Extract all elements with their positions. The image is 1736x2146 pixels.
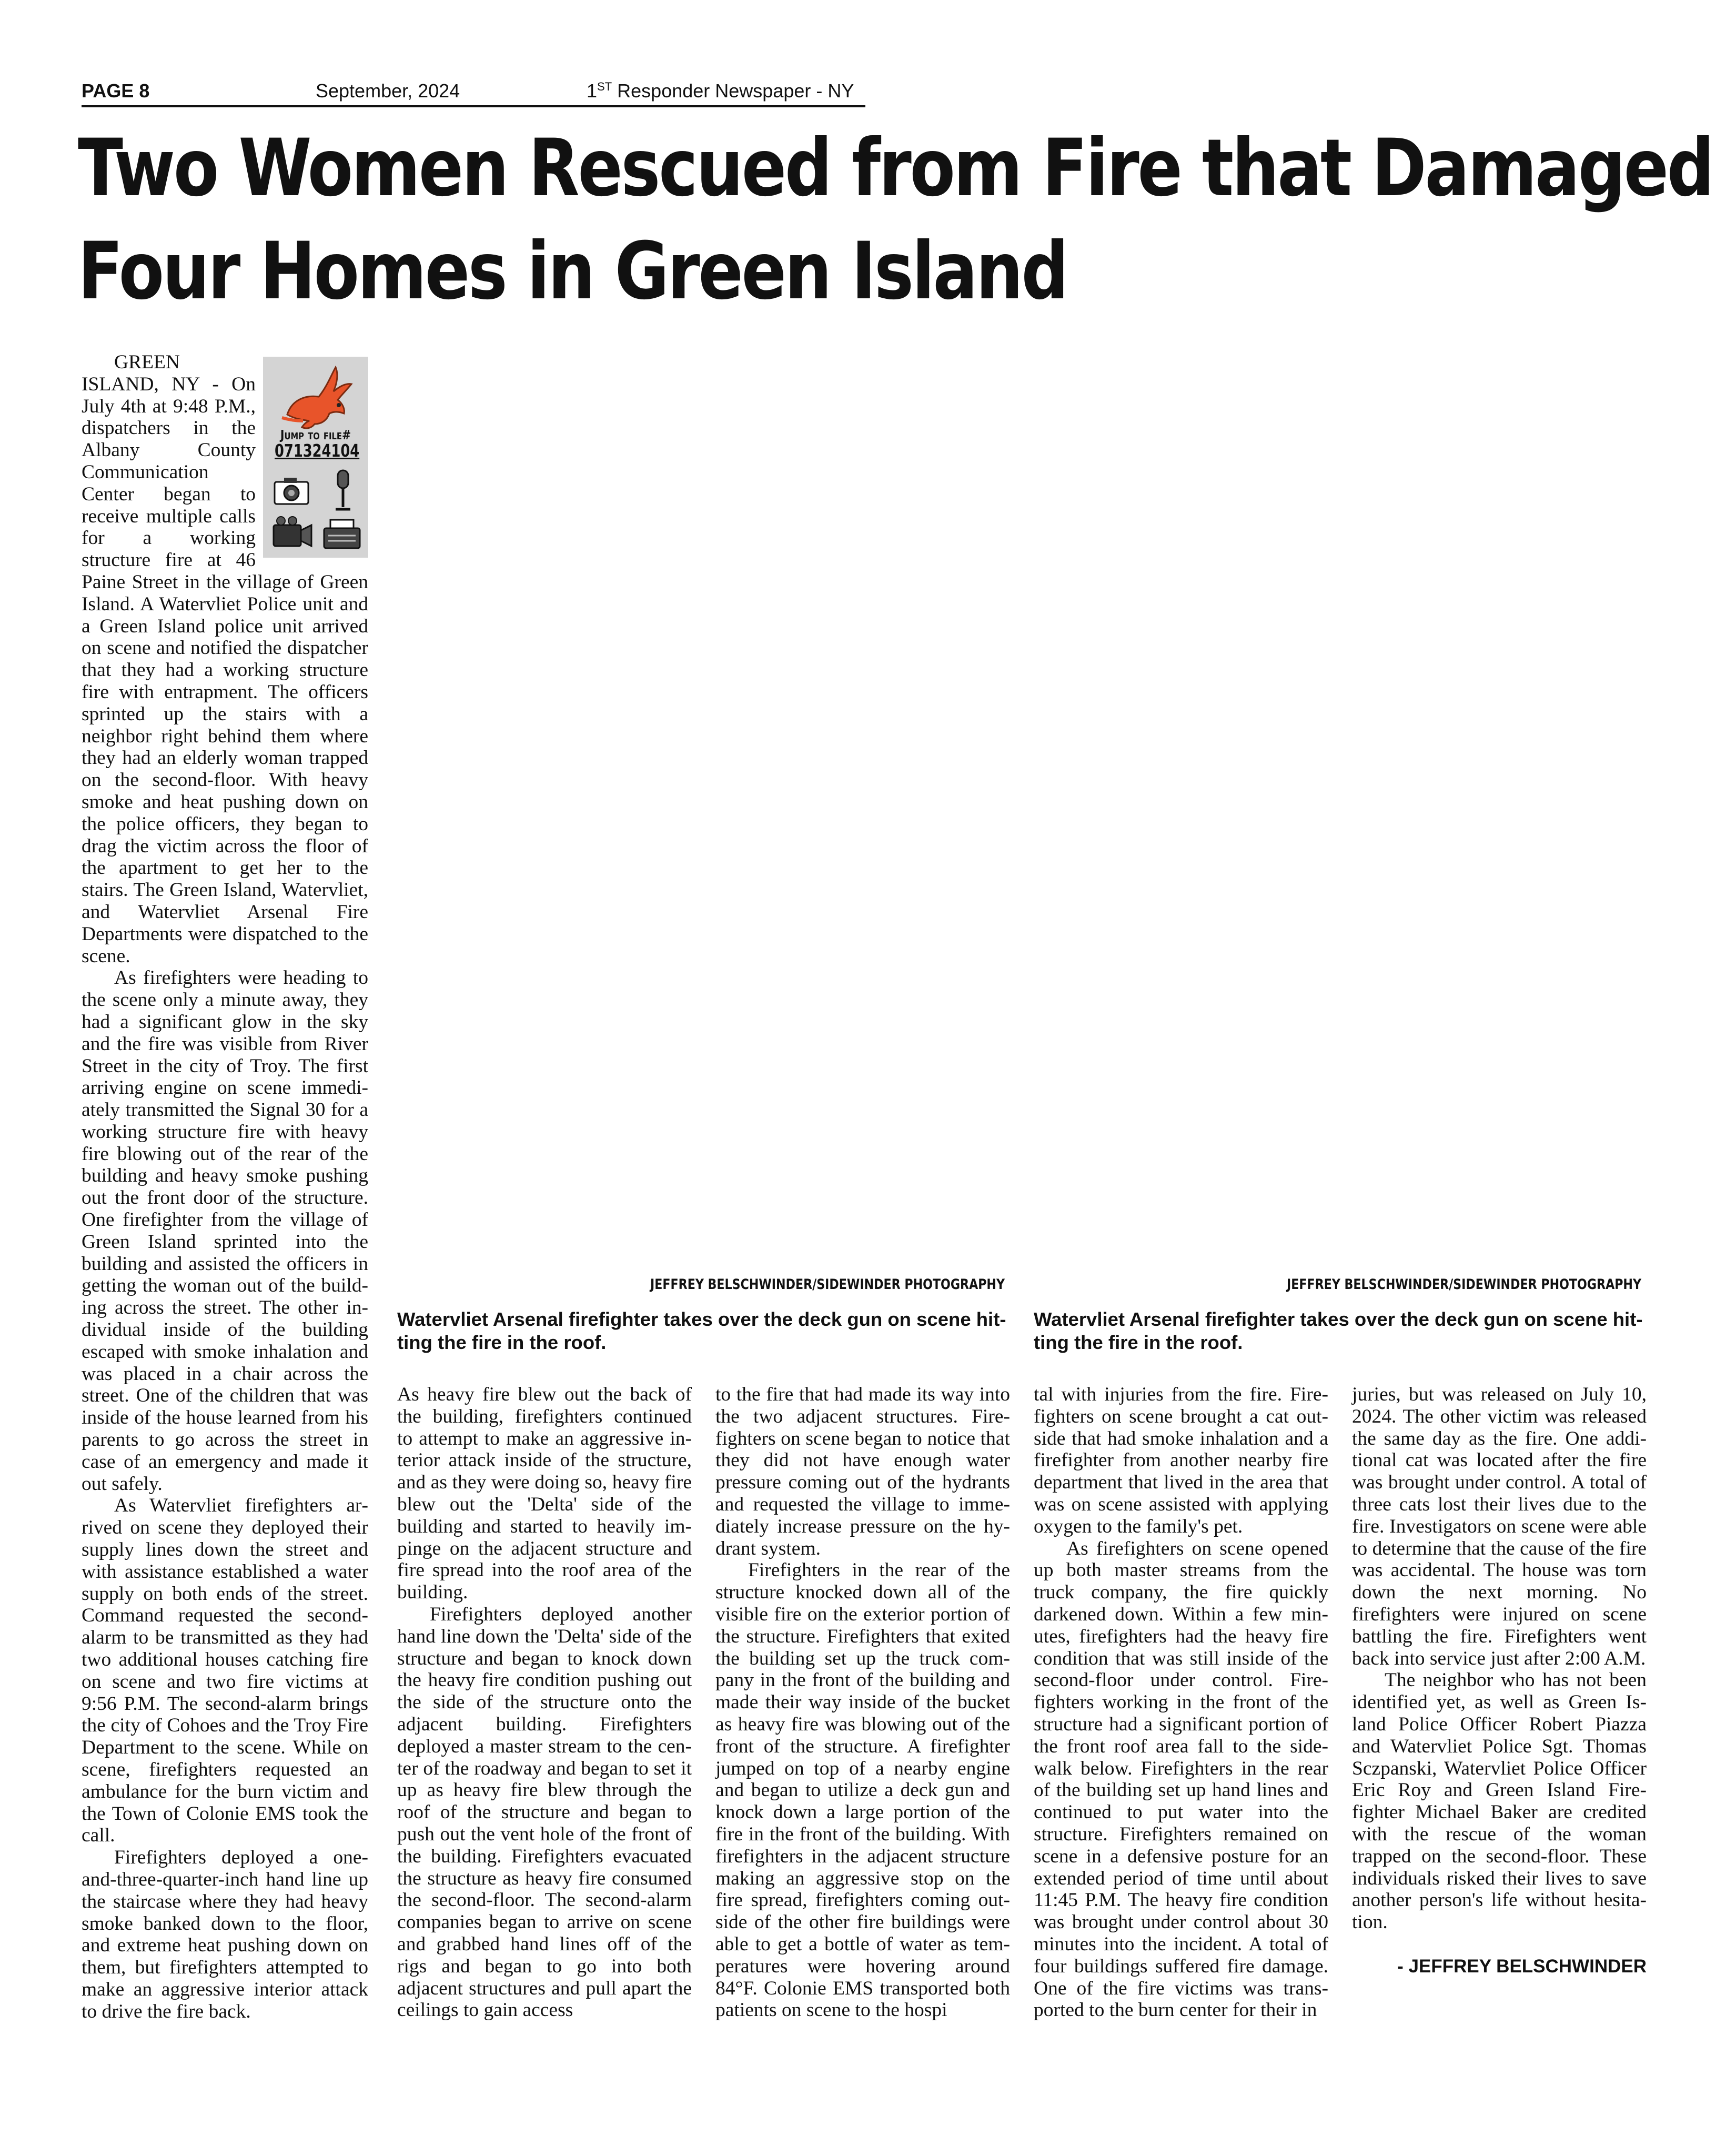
headline-line-2: Four Homes in Green Island	[78, 226, 1067, 317]
article-column-5	[1352, 1384, 1647, 1978]
photo-caption: Watervliet Arsenal firefighter takes over the deck gun on scene hit-ting the fire in the roof.	[397, 1308, 1006, 1353]
article-paragraph: As heavy fire blew out the back of the building, firefighters continued to attempt to make an aggressive interior attack inside of the structure, and as they were doing so, heavy fire blew out the 'Delta' side of the building and started to heavily impinge on the adjacent structure and fire spread into the roof area of the building.	[397, 1384, 692, 1604]
publication-name	[587, 80, 854, 102]
article-paragraph: GREEN ISLAND, NY - On July 4th at 9:48 P.M., dispatchers in the Albany County Communication Center began to receive multiple calls for a working structure fire at 46 Paine Street in the village of Green Island. A Watervliet Police unit and a Green Island police unit arrived on scene and notified the dispatcher that they had a working structure fire with entrapment. The officers sprinted up the stairs with a neighbor right behind them where they had an elderly woman trapped on the second-floor. With heavy smoke and heat pushing down on the police officers, they began to drag the victim across the floor of the apartment to get her to the stairs. The Green Island, Watervliet, and Watervliet Arsenal Fire Departments were dispatched to the scene.	[82, 351, 368, 967]
article-column-2	[397, 1384, 692, 2021]
camera-icon	[272, 473, 310, 507]
article-column-3	[715, 1384, 1010, 2021]
publication-prefix: 1	[587, 80, 598, 102]
article-paragraph: Firefighters in the rear of the structure knocked down all of the visible fire on the exterior portion of the structure. Firefighters that exited the building set up the truck company in the front of the building and made their way inside of the bucket as heavy fire was blowing out of the front of the structure. A firefighter jumped on top of a nearby engine and began to utilize a deck gun and knock down a large portion of the fire in the front of the building. With firefighters in the adjacent structure making an aggressive stop on the fire spread, firefighters coming outside of the other fire buildings were able to get a bottle of water as temperatures were hovering around 84°F. Colonie EMS transported both patients on scene to the hospi	[715, 1559, 1010, 2021]
article-paragraph: Firefighters deployed another hand line down the 'Delta' side of the structure and began to knock down the heavy fire condition pushing out the side of the structure onto the adjacent building. Firefighters deployed a master stream to the center of the roadway and began to set it up as heavy fire blew through the roof of the structure and began to push out the vent hole of the front of the building. Firefighters evacuated the structure as heavy fire consumed the second-floor. The second-alarm companies began to arrive on scene and grabbed hand lines off of the rigs and began to go into both adjacent structures and pull apart the ceilings to gain access	[397, 1603, 692, 2021]
article-paragraph: to the fire that had made its way into the two adjacent structures. Firefighters on scene began to notice that they did not have enough water pressure coming out of the hydrants and requested the village to immediately increase pressure on the hydrant system.	[715, 1384, 1010, 1559]
video-camera-icon	[270, 516, 314, 551]
microphone-icon	[330, 468, 356, 512]
article-headline	[78, 117, 1713, 323]
issue-date: September, 2024	[316, 80, 460, 102]
typewriter-icon	[322, 518, 362, 551]
photo-credit: JEFFREY BELSCHWINDER/SIDEWINDER PHOTOGRAPHY	[1287, 1276, 1641, 1293]
header-rule	[82, 105, 865, 107]
article-byline: - JEFFREY BELSCHWINDER	[1397, 1956, 1647, 1977]
article-paragraph: As firefighters on scene opened up both master streams from the truck company, the fire quickly darkened down. Within a few minutes, firefighters had the heavy fire condition that was still inside of the second-floor under control. Firefighters working in the front of the structure had a significant portion of the front roof area fall to the sidewalk below. Firefighters in the rear of the building set up hand lines and continued to put water into the structure. Firefighters remained on scene in a defensive posture for an extended period of time until about 11:45 P.M. The heavy fire condition was brought under control about 30 minutes into the incident. A total of four buildings suffered fire damage. One of the fire victims was transported to the burn center for their in	[1034, 1537, 1328, 2021]
jump-label: Jump to file#	[280, 427, 351, 442]
article-paragraph: As Watervliet firefighters arrived on scene they deployed their supply lines down the street and with assistance established a water supply on both ends of the street. Command requested the second-alarm to be transmitted as they had two additional houses catching fire on scene and two fire victims at 9:56 P.M. The second-alarm brings the city of Cohoes and the Troy Fire Department to the scene. While on scene, firefighters requested an ambulance for the burn victim and the Town of Colonie EMS took the call.	[82, 1495, 368, 1847]
page-number: PAGE 8	[82, 80, 150, 102]
rabbit-logo-icon	[277, 363, 356, 430]
jump-file-number[interactable]: 071324104	[275, 440, 360, 461]
article-paragraph: The neighbor who has not been identified yet, as well as Green Island Police Officer Robert Piazza and Watervliet Police Sgt. Thomas Sczpanski, Watervliet Police Officer Eric Roy and Green Island Firefighter Michael Baker are credited with the rescue of the woman trapped on the second-floor. These individuals risked their lives to save another person's life without hesitation.	[1352, 1669, 1647, 1933]
article-paragraph: Firefighters deployed a one-and-three-quarter-inch hand line up the staircase where they had heavy smoke banked down to the floor, and extreme heat pushing down on them, but firefighters attempted to make an aggressive interior attack to drive the fire back.	[82, 1847, 368, 2022]
article-paragraph: As firefighters were heading to the scene only a minute away, they had a significant glow in the sky and the fire was visible from River Street in the city of Troy. The first arriving engine on scene immediately transmitted the Signal 30 for a working structure fire with heavy fire blowing out of the rear of the building and heavy smoke pushing out the front door of the structure. One firefighter from the village of Green Island sprinted into the building and assisted the officers in getting the woman out of the building across the street. The other individual inside of the building escaped with smoke inhalation and was placed in a chair across the street. One of the children that was inside of the house learned from his parents to go across the street in case of an emergency and made it out safely.	[82, 967, 368, 1495]
publication-sup: ST	[597, 80, 612, 93]
headline-line-1: Two Women Rescued from Fire that Damaged	[78, 123, 1713, 214]
publication-rest: Responder Newspaper - NY	[612, 80, 854, 102]
article-column-1	[82, 351, 368, 2023]
article-paragraph: juries, but was released on July 10, 2024. The other victim was released the same day as the fire. One additional cat was located after the fire was brought under control. A total of three cats lost their lives due to the fire. Investigators on scene were able to determine that the cause of the fire was accidental. The house was torn down the next morning. No firefighters were injured on scene battling the fire. Firefighters went back into service just after 2:00 A.M.	[1352, 1384, 1647, 1669]
jump-to-file-box[interactable]	[263, 357, 368, 558]
article-column-4	[1034, 1384, 1328, 2021]
photo-caption: Watervliet Arsenal firefighter takes over the deck gun on scene hit-ting the fire in the roof.	[1034, 1308, 1643, 1353]
article-paragraph: tal with injuries from the fire. Firefighters on scene brought a cat outside that had smoke inhalation and a firefighter from another nearby fire department that lived in the area that was on scene assisted with applying oxygen to the family's pet.	[1034, 1384, 1328, 1537]
running-header	[82, 78, 865, 107]
photo-credit: JEFFREY BELSCHWINDER/SIDEWINDER PHOTOGRAPHY	[650, 1276, 1005, 1293]
